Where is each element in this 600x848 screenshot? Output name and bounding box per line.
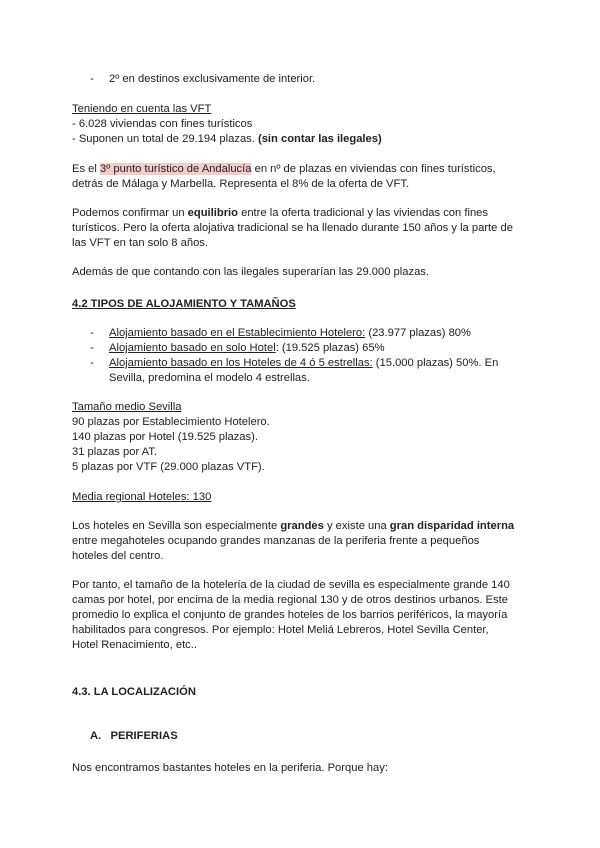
subsection-a-heading: A. PERIFERIAS	[90, 730, 178, 742]
bullet-dash: -	[90, 73, 94, 85]
tamano-block: Tamaño medio Sevilla 90 plazas por Establecimiento Hotelero. 140 plazas por Hotel (19.525 plazas). 31 plazas por AT. 5 plazas por VTF (29.000 plazas VTF).	[72, 400, 522, 475]
vft-block	[72, 102, 522, 147]
paragraph-illegal: Además de que contando con las ilegales superarían las 29.000 plazas.	[72, 266, 429, 278]
paragraph-periferia: Nos encontramos bastantes hoteles en la periferia. Porque hay:	[72, 762, 388, 774]
paragraph-ranking: Es el 3º punto turístico de Andalucía en nº de plazas en viviendas con fines turísticos, detrás de Málaga y Marbella. Representa el 8% de la oferta de VFT.	[72, 163, 496, 190]
list-item: - Alojamiento basado en solo Hotel: (19.525 plazas) 65%	[90, 342, 385, 354]
paragraph-equilibrium: Podemos confirmar un equilibrio entre la oferta tradicional y las viviendas con fines turísticos. Pero la oferta alojativa tradicional se ha llenado durante 150 años y la parte de las VFT en tan solo 8 años.	[72, 207, 513, 249]
section-4-3-heading: 4.3. LA LOCALIZACIÓN	[72, 686, 196, 698]
accommodation-list	[72, 326, 522, 386]
tamano-heading: Tamaño medio Sevilla	[72, 401, 182, 413]
highlighted-text: 3º punto turístico de Andalucía	[99, 163, 252, 175]
media-regional: Media regional Hoteles: 130	[72, 491, 212, 503]
list-item: - Alojamiento basado en el Establecimiento Hotelero: (23.977 plazas) 80%	[90, 327, 471, 339]
vft-heading: Teniendo en cuenta las VFT	[72, 103, 212, 115]
vft-line-1: - 6.028 viviendas con fines turísticos	[72, 118, 253, 130]
vft-line-2: - Suponen un total de 29.194 plazas. (sin contar las ilegales)	[72, 133, 382, 145]
section-4-2-heading: 4.2 TIPOS DE ALOJAMIENTO Y TAMAÑOS	[72, 298, 296, 310]
paragraph-grandes: Los hoteles en Sevilla son especialmente grandes y existe una gran disparidad interna entre megahoteles ocupando grandes manzanas de la periferia frente a pequeños hoteles del centro.	[72, 520, 515, 562]
list-item: - Alojamiento basado en los Hoteles de 4 ó 5 estrellas: (15.000 plazas) 50%. En Sevilla, predomina el modelo 4 estrellas.	[90, 357, 499, 384]
paragraph-tamano-hoteleria: Por tanto, el tamaño de la hotelería de la ciudad de sevilla es especialmente grande 140 camas por hotel, por encima de la media regional 130 y de otros destinos urbanos. Este promedio lo explica el conjunto de grandes hoteles de los barrios periféricos, la mayoría habilitados para congresos. Por ejemplo: Hotel Meliá Lebreros, Hotel Sevilla Center, Hotel Renacimiento, etc..	[72, 579, 510, 651]
top-bullet: - 2º en destinos exclusivamente de interior.	[90, 73, 316, 85]
